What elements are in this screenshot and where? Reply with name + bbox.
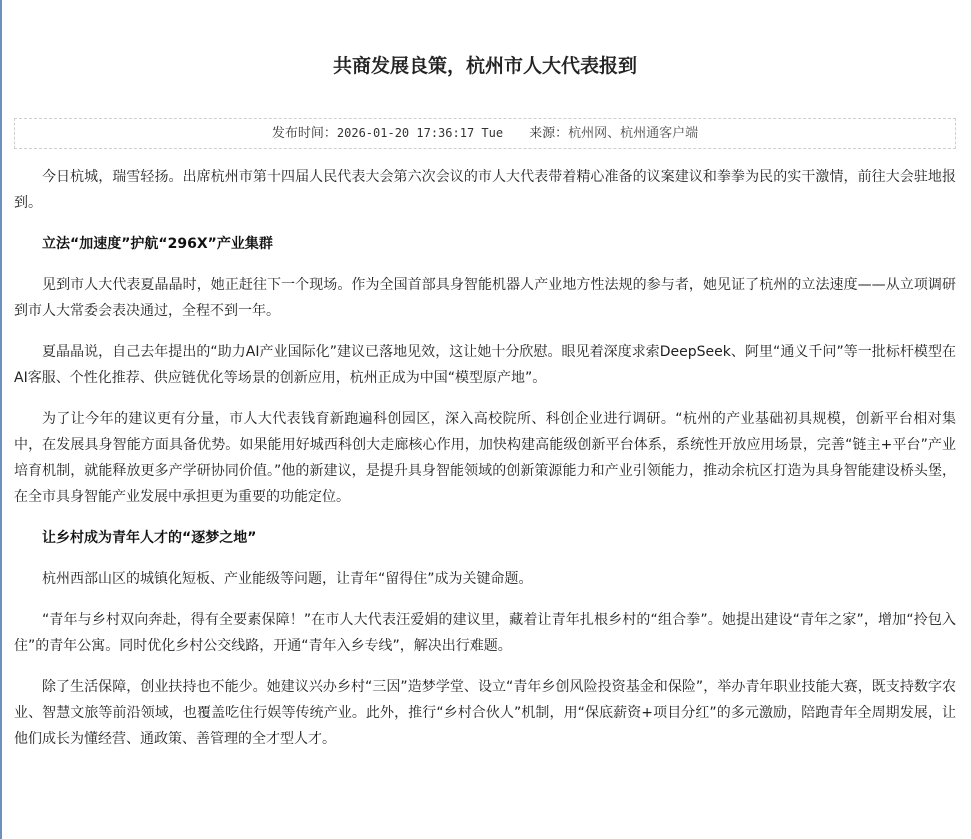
article-meta	[14, 118, 956, 149]
paragraph: 杭州西部山区的城镇化短板、产业能级等问题，让青年“留得住”成为关键命题。	[42, 571, 533, 587]
page-left-border	[0, 0, 2, 839]
paragraph: 除了生活保障，创业扶持也不能少。她建议兴办乡村“三因”造梦学堂、设立“青年乡创风险投资基金和保险”，举办青年职业技能大赛，既支持数字农业、智慧文旅等前沿领域，也覆盖吃住行娱等传统产业。此外，推行“乡村合伙人”机制，用“保底薪资+项目分红”的多元激励，陪跑青年全周期发展，让他们成长为懂经营、通政策、善管理的全才型人才。	[14, 679, 956, 747]
source-label: 来源：	[529, 126, 569, 141]
paragraph: 夏晶晶说，自己去年提出的“助力AI产业国际化”建议已落地见效，这让她十分欣慰。眼见着深度求索DeepSeek、阿里“通义千问”等一批标杆模型在AI客服、个性化推荐、供应链优化等场景的创新应用，杭州正成为中国“模型原产地”。	[14, 344, 956, 386]
article	[14, 0, 956, 767]
paragraph: “青年与乡村双向奔赴，得有全要素保障！”在市人大代表汪爱娟的建议里，藏着让青年扎根乡村的“组合拳”。她提出建设“青年之家”，增加“拎包入住”的青年公寓。同时优化乡村公交线路，开通“青年入乡专线”，解决出行难题。	[14, 612, 956, 654]
publish-time: 2026-01-20 17:36:17 Tue	[336, 126, 504, 140]
source-value: 杭州网、杭州通客户端	[568, 126, 699, 141]
article-title: 共商发展良策，杭州市人大代表报到	[332, 55, 637, 77]
paragraph: 今日杭城，瑞雪轻扬。出席杭州市第十四届人民代表大会第六次会议的市人大代表带着精心准备的议案建议和拳拳为民的实干激情，前往大会驻地报到。	[14, 169, 956, 211]
section-heading: 让乡村成为青年人才的“逐梦之地”	[42, 530, 257, 546]
paragraph: 见到市人大代表夏晶晶时，她正赶往下一个现场。作为全国首部具身智能机器人产业地方性法规的参与者，她见证了杭州的立法速度——从立项调研到市人大常委会表决通过，全程不到一年。	[14, 277, 956, 319]
paragraph: 为了让今年的建议更有分量，市人大代表钱育新跑遍科创园区，深入高校院所、科创企业进行调研。“杭州的产业基础初具规模，创新平台相对集中，在发展具身智能方面具备优势。如果能用好城西科创大走廊核心作用，加快构建高能级创新平台体系，系统性开放应用场景，完善“链主+平台”产业培育机制，就能释放更多产学研协同价值。”他的新建议，是提升具身智能领域的创新策源能力和产业引领能力，推动余杭区打造为具身智能建设桥头堡，在全市具身智能产业发展中承担更为重要的功能定位。	[14, 411, 956, 505]
article-body	[14, 164, 956, 752]
publish-time-label: 发布时间：	[271, 126, 337, 141]
section-heading: 立法“加速度”护航“296X”产业集群	[42, 236, 273, 252]
